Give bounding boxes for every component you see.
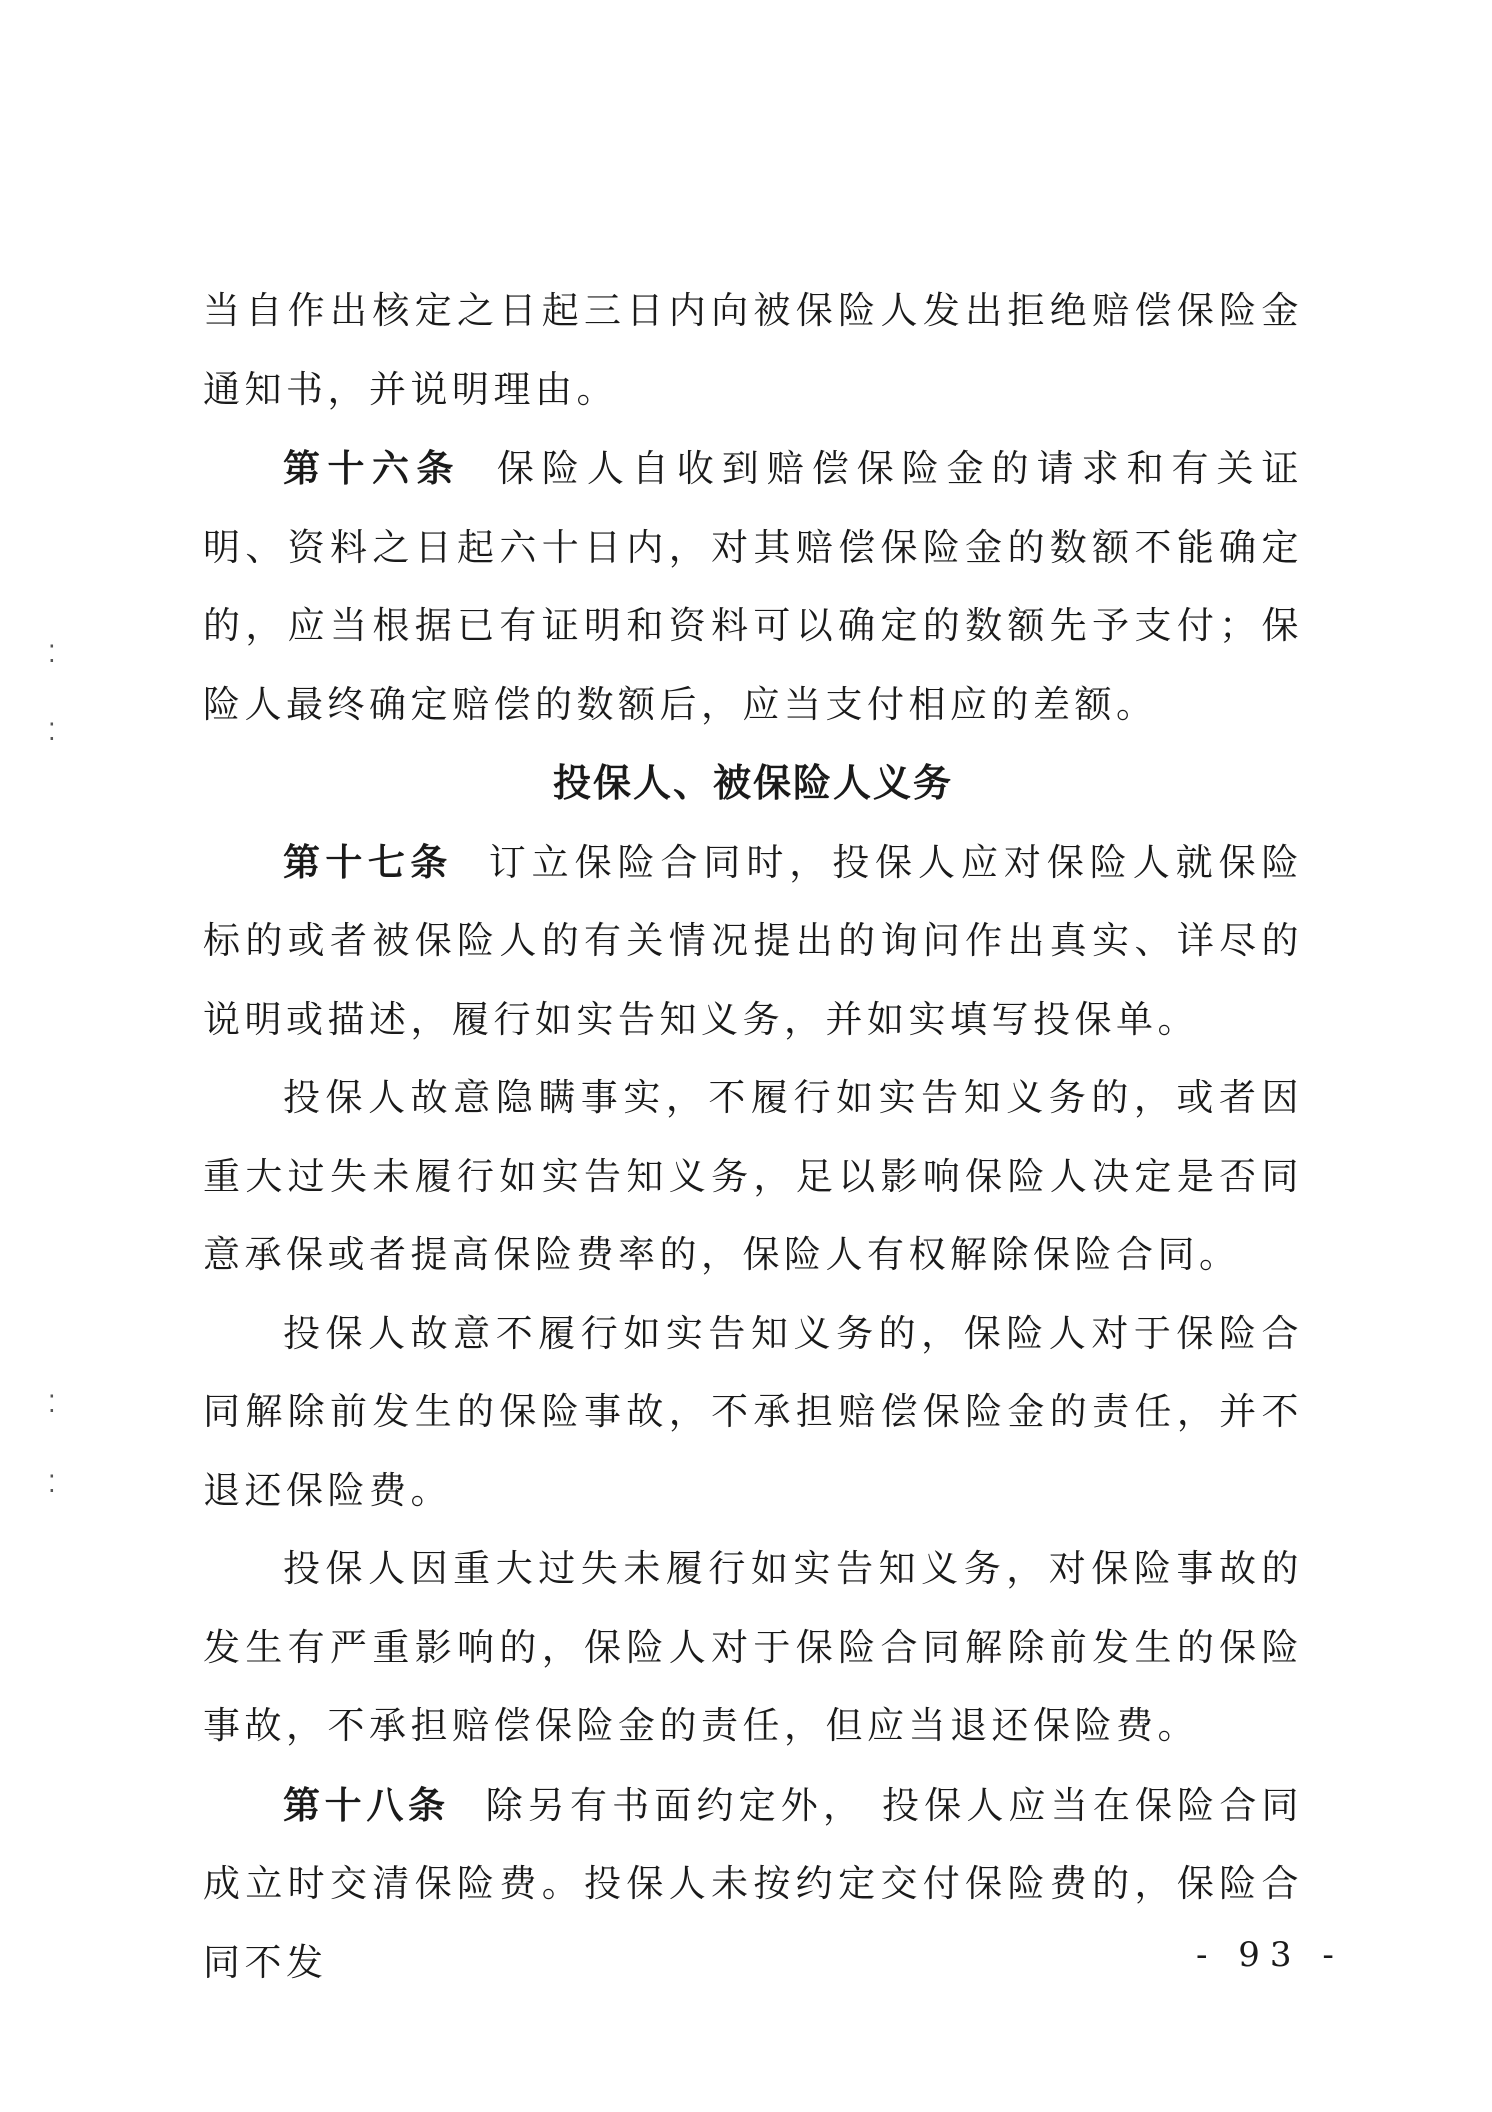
document-body	[203, 272, 1303, 2002]
paragraph-text: 当自作出核定之日起三日内向被保险人发出拒绝赔偿保险金通知书，并说明理由。	[203, 289, 1303, 411]
margin-mark: ⁚	[48, 640, 56, 668]
paragraph-text: 保险人自收到赔偿保险金的请求和有关证明、资料之日起六十日内，对其赔偿保险金的数额不能确定的，应当根据已有证明和资料可以确定的数额先予支付；保险人最终确定赔偿的数额后，应当支付相应的差额。	[203, 447, 1304, 726]
paragraph-text: 投保人故意隐瞒事实，不履行如实告知义务的，或者因重大过失未履行如实告知义务，足以影响保险人决定是否同意承保或者提高保险费率的，保险人有权解除保险合同。	[203, 1076, 1303, 1276]
section-heading	[203, 744, 1303, 823]
article-number: 第十八条	[283, 1782, 450, 1827]
article-16	[203, 429, 1303, 744]
margin-mark: ⁚	[48, 1470, 56, 1498]
margin-mark: ⁚	[48, 1390, 56, 1418]
paragraph	[203, 1295, 1303, 1531]
section-heading-text: 投保人、被保险人义务	[552, 760, 953, 805]
paragraph-text: 投保人因重大过失未履行如实告知义务，对保险事故的发生有严重影响的，保险人对于保险合同解除前发生的保险事故，不承担赔偿保险金的责任，但应当退还保险费。	[203, 1547, 1303, 1747]
paragraph-continuation	[203, 272, 1303, 429]
article-number: 第十七条	[283, 839, 453, 884]
paragraph-text: 订立保险合同时，投保人应对保险人就保险标的或者被保险人的有关情况提出的询问作出真实、详尽的说明或描述，履行如实告知义务，并如实填写投保单。	[203, 840, 1304, 1041]
article-18	[203, 1766, 1303, 2003]
article-number: 第十六条	[283, 446, 461, 490]
paragraph	[203, 1059, 1303, 1295]
paragraph	[203, 1530, 1303, 1766]
paragraph-text: 除另有书面约定外， 投保人应当在保险合同成立时交清保险费。投保人未按约定交付保险费的，保险合同不发	[203, 1783, 1304, 1984]
margin-mark: ⁚	[48, 718, 56, 746]
paragraph-text: 投保人故意不履行如实告知义务的，保险人对于保险合同解除前发生的保险事故，不承担赔偿保险金的责任，并不退还保险费。	[203, 1311, 1303, 1512]
page-number: - 93 -	[1196, 1935, 1344, 1975]
article-17	[203, 823, 1303, 1060]
